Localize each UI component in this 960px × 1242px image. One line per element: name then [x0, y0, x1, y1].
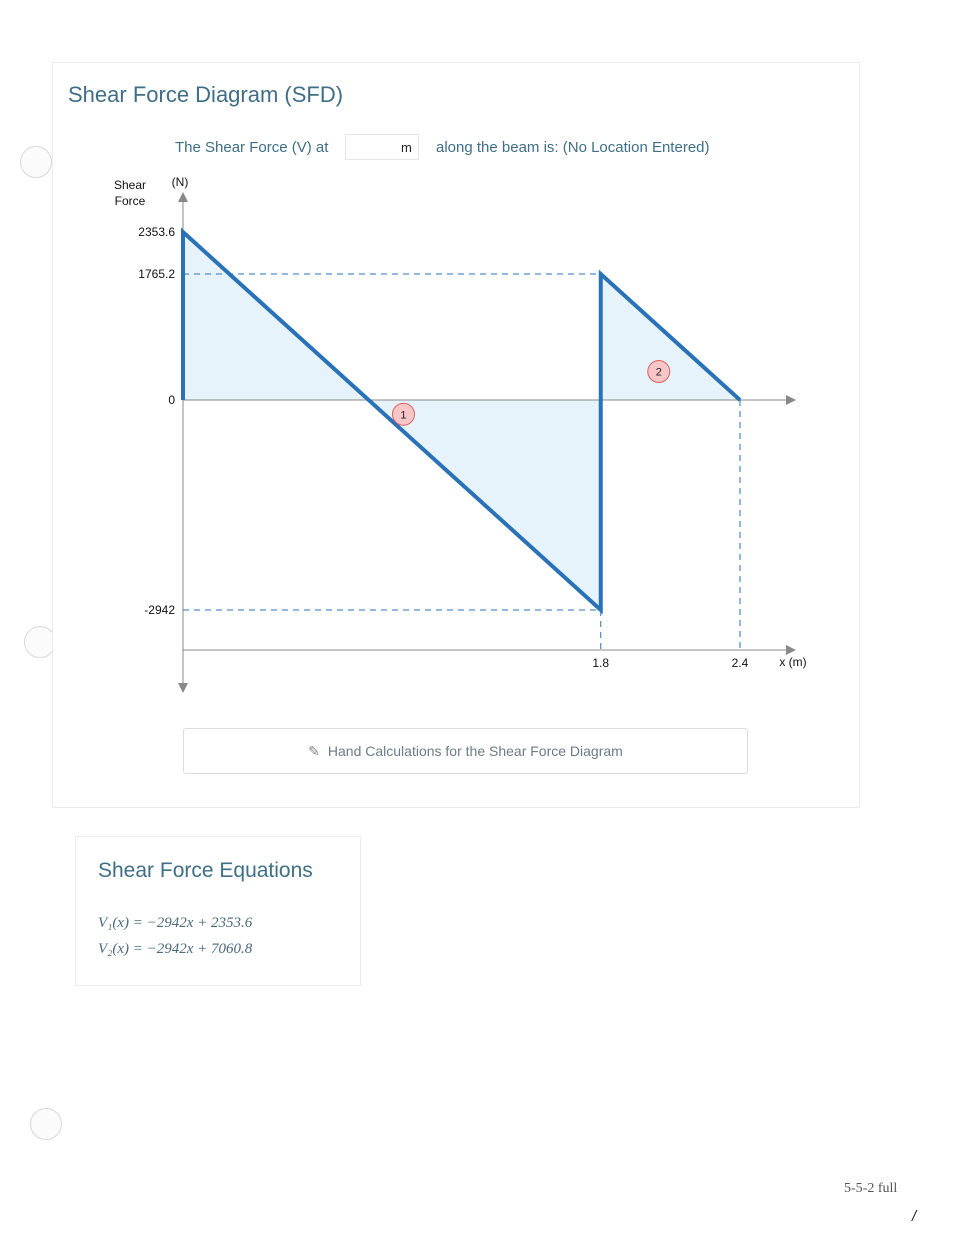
- x-tick-label: 2.4: [731, 656, 749, 670]
- zero-axis-arrow: [786, 395, 796, 405]
- y-tick-label: 0: [168, 393, 175, 407]
- pencil-icon: ✎: [308, 742, 320, 759]
- equation-v1: V₁(x) = −2942x + 2353.6: [98, 915, 253, 931]
- y-tick-label: 1765.2: [138, 267, 175, 281]
- y-axis-arrow-down: [178, 683, 188, 693]
- x-tick-label: 1.8: [592, 656, 610, 670]
- page-label: 5-5-2 full: [844, 1181, 898, 1196]
- unit-label: m: [401, 140, 412, 155]
- panel-title: Shear Force Diagram (SFD): [68, 82, 344, 107]
- x-axis-arrow: [786, 645, 796, 655]
- equation-v2: V₂(x) = −2942x + 7060.8: [98, 941, 253, 957]
- binder-hole-bottom: [30, 1108, 62, 1140]
- segment-marker-label-1: 1: [400, 409, 407, 422]
- page-mark: /: [912, 1208, 917, 1225]
- y-axis-arrow-up: [178, 192, 188, 202]
- segment-marker-label-2: 2: [655, 366, 662, 379]
- query-suffix: along the beam is: (No Location Entered): [436, 139, 710, 156]
- equations-title: Shear Force Equations: [98, 859, 313, 882]
- equations-panel: [75, 836, 361, 986]
- query-prefix: The Shear Force (V) at: [175, 139, 329, 156]
- hand-calculations-label: Hand Calculations for the Shear Force Diagram: [327, 743, 623, 759]
- y-tick-label: 2353.6: [138, 225, 175, 239]
- hand-calculations-button[interactable]: [183, 728, 748, 774]
- y-axis-label-line2: Force: [114, 194, 146, 208]
- y-axis-unit: (N): [171, 175, 189, 189]
- y-axis-label-line1: Shear: [113, 178, 147, 192]
- y-tick-label: -2942: [144, 603, 175, 617]
- x-axis-label: x (m): [779, 655, 807, 669]
